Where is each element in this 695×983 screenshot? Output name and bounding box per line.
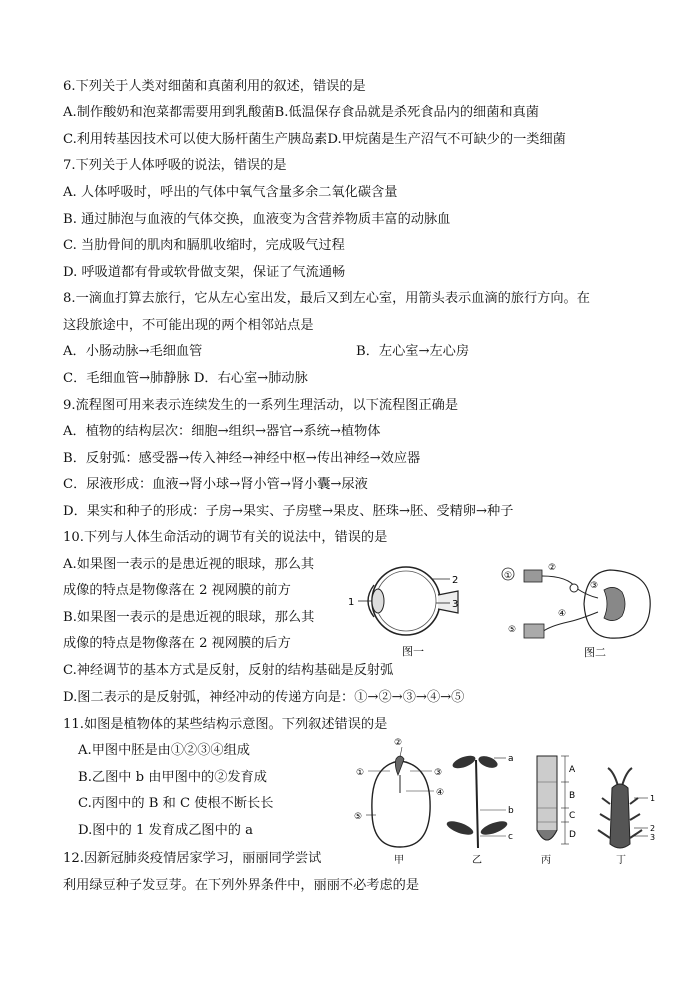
figure-one-caption: 图一 xyxy=(402,645,424,658)
q10-option-d: D.图二表示的是反射弧，神经冲动的传递方向是：①→②→③→④→⑤ xyxy=(63,690,465,705)
q11-option-b: B.乙图中 b 由甲图中的②发育成 xyxy=(78,770,267,785)
seedling-label-a: a xyxy=(508,754,514,764)
seed-label-2: ② xyxy=(394,738,403,748)
q8-options-cd: C．毛细血管→肺静脉 D．右心室→肺动脉 xyxy=(63,371,308,386)
seedling-diagram xyxy=(440,752,518,867)
eye-diagram xyxy=(340,555,470,663)
reflex-label-3: ③ xyxy=(590,581,599,591)
caption-bing: 丙 xyxy=(541,855,551,866)
seedling-label-c: c xyxy=(508,832,513,842)
root-label-a: A xyxy=(569,765,576,775)
reflex-arc-diagram xyxy=(498,560,658,660)
q8-stem-line1: 8.一滴血打算去旅行，它从左心室出发，最后又到左心室，用箭头表示血滴的旅行方向。在 xyxy=(63,291,590,306)
q10-stem: 10.下列与人体生命活动的调节有关的说法中，错误的是 xyxy=(63,530,388,545)
q8-stem-line2: 这段旅途中，不可能出现的两个相邻站点是 xyxy=(63,318,314,333)
q6-options-cd: C.利用转基因技术可以使大肠杆菌生产胰岛素D.甲烷菌是生产沼气不可缺少的一类细菌 xyxy=(63,132,566,147)
q9-option-b: B．反射弧：感受器→传入神经→神经中枢→传出神经→效应器 xyxy=(63,451,421,466)
seed-label-4: ④ xyxy=(436,788,445,798)
q12-stem-line2: 利用绿豆种子发豆芽。在下列外界条件中，丽丽不必考虑的是 xyxy=(63,878,420,893)
reflex-label-1: ① xyxy=(504,571,513,581)
q11-option-a: A.甲图中胚是由①②③④组成 xyxy=(78,743,250,758)
q10-option-b-line2: 成像的特点是物像落在 2 视网膜的后方 xyxy=(63,636,291,651)
q8-option-b: B．左心室→左心房 xyxy=(356,344,470,359)
eye-label-3: 3 xyxy=(452,599,459,610)
reflex-label-4: ④ xyxy=(558,609,567,619)
q8-option-a: A．小肠动脉→毛细血管 xyxy=(63,344,203,359)
bud-label-3: 3 xyxy=(650,833,656,842)
q9-option-c: C．尿液形成：血液→肾小球→肾小管→肾小囊→尿液 xyxy=(63,477,368,492)
reflex-label-2: ② xyxy=(548,563,557,573)
q11-stem: 11.如图是植物体的某些结构示意图。下列叙述错误的是 xyxy=(63,717,388,732)
caption-yi: 乙 xyxy=(472,855,482,866)
q10-option-a-line2: 成像的特点是物像落在 2 视网膜的前方 xyxy=(63,583,291,598)
bud-label-1: 1 xyxy=(650,794,656,803)
seedling-label-b: b xyxy=(508,806,514,816)
q7-option-a: A. 人体呼吸时，呼出的气体中氧气含量多余二氧化碳含量 xyxy=(63,185,398,200)
root-tip-diagram xyxy=(525,752,585,867)
q9-stem: 9.流程图可用来表示连续发生的一系列生理活动，以下流程图正确是 xyxy=(63,398,459,413)
caption-ding: 丁 xyxy=(616,855,626,866)
q11-option-c: C.丙图中的 B 和 C 使根不断长长 xyxy=(78,796,274,811)
eye-label-2: 2 xyxy=(452,575,459,586)
seed-label-3: ③ xyxy=(434,768,443,778)
root-label-b: B xyxy=(569,791,576,801)
q11-option-d: D.图中的 1 发育成乙图中的 a xyxy=(78,823,253,838)
q7-option-d: D. 呼吸道都有骨或软骨做支架，保证了气流通畅 xyxy=(63,265,346,280)
q7-option-b: B. 通过肺泡与血液的气体交换，血液变为含营养物质丰富的动脉血 xyxy=(63,212,451,227)
seed-diagram xyxy=(350,735,450,867)
q6-options-ab: A.制作酸奶和泡菜都需要用到乳酸菌B.低温保存食品就是杀死食品内的细菌和真菌 xyxy=(63,105,539,120)
q9-option-d: D．果实和种子的形成：子房→果实、子房壁→果皮、胚珠→胚、受精卵→种子 xyxy=(63,504,514,519)
root-label-c: C xyxy=(569,811,576,821)
reflex-label-5: ⑤ xyxy=(508,625,517,635)
seed-label-1: ① xyxy=(356,768,365,778)
q10-option-c: C.神经调节的基本方式是反射，反射的结构基础是反射弧 xyxy=(63,663,394,678)
q6-stem: 6.下列关于人类对细菌和真菌利用的叙述，错误的是 xyxy=(63,79,366,94)
bud-diagram xyxy=(588,758,663,867)
eye-label-1: 1 xyxy=(348,597,355,608)
q10-option-b-line1: B.如果图一表示的是患近视的眼球，那么其 xyxy=(63,610,315,625)
caption-jia: 甲 xyxy=(394,855,404,866)
seed-label-5: ⑤ xyxy=(354,812,363,822)
q12-stem-line1: 12.因新冠肺炎疫情居家学习，丽丽同学尝试 xyxy=(63,851,322,866)
bud-label-2: 2 xyxy=(650,824,656,833)
figure-two-caption: 图二 xyxy=(584,646,606,659)
q9-option-a: A．植物的结构层次：细胞→组织→器官→系统→植物体 xyxy=(63,424,381,439)
q10-option-a-line1: A.如果图一表示的是患近视的眼球，那么其 xyxy=(63,557,315,572)
q7-option-c: C. 当肋骨间的肌肉和膈肌收缩时，完成吸气过程 xyxy=(63,238,345,253)
q7-stem: 7.下列关于人体呼吸的说法，错误的是 xyxy=(63,158,287,173)
root-label-d: D xyxy=(569,830,576,840)
